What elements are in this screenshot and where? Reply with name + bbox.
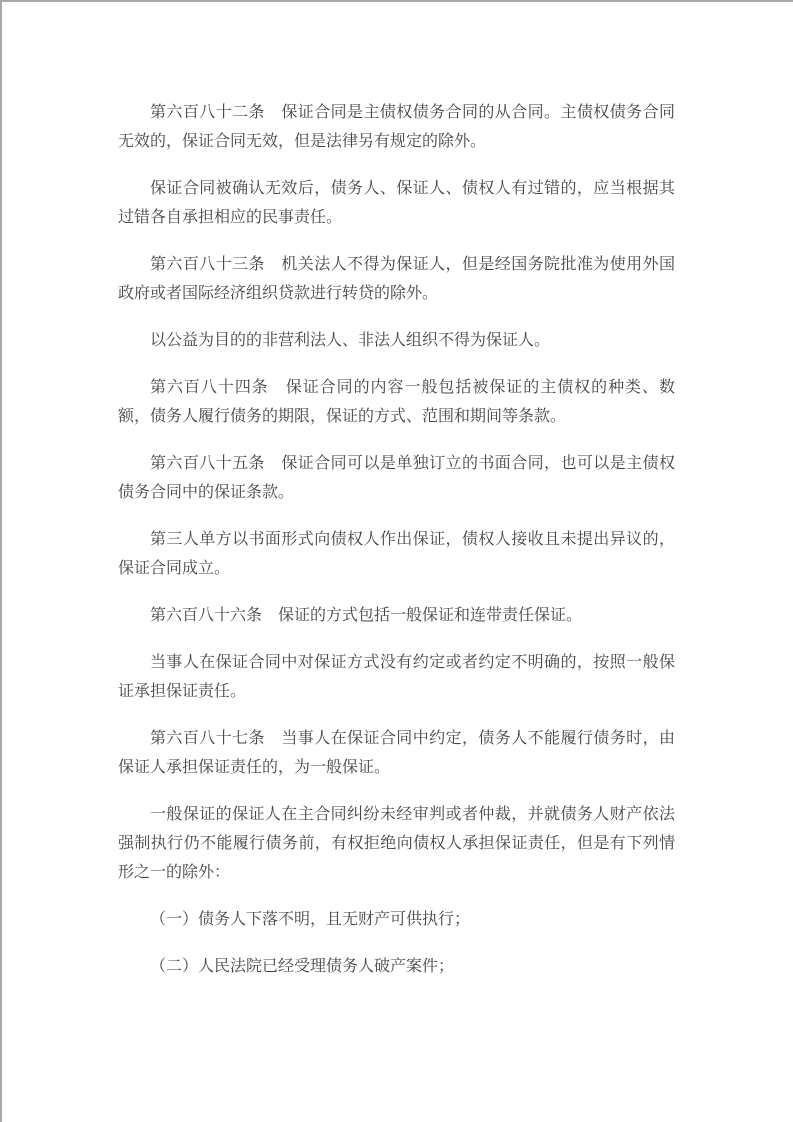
article-685-third-party-clause: 第三人单方以书面形式向债权人作出保证，债权人接收且未提出异议的，保证合同成立。 [118,531,675,577]
article-686-clause: 第六百八十六条 保证的方式包括一般保证和连带责任保证。 [150,607,583,624]
article-682-fault-liability-clause: 保证合同被确认无效后，债务人、保证人、债权人有过错的，应当根据其过错各自承担相应的民事责任。 [118,180,675,226]
article-687-clause: 第六百八十七条 当事人在保证合同中约定，债务人不能履行债务时，由保证人承担保证责任的，为一般保证。 [118,730,675,776]
article-687-general-guaranty-clause: 一般保证的保证人在主合同纠纷未经审判或者仲裁，并就债务人财产依法强制执行仍不能履行债务前，有权拒绝向债权人承担保证责任，但是有下列情形之一的除外： [118,806,675,881]
article-684-clause: 第六百八十四条 保证合同的内容一般包括被保证的主债权的种类、数额，债务人履行债务的期限，保证的方式、范围和期间等条款。 [118,379,675,425]
article-685-clause: 第六百八十五条 保证合同可以是单独订立的书面合同，也可以是主债权债务合同中的保证条款。 [118,455,675,501]
list-item-2: （二）人民法院已经受理债务人破产案件； [150,958,455,975]
article-682-clause: 第六百八十二条 保证合同是主债权债务合同的从合同。主债权债务合同无效的，保证合同无效，但是法律另有规定的除外。 [118,104,675,150]
list-item-1: （一）债务人下落不明，且无财产可供执行； [150,911,471,928]
document-body [118,98,675,981]
article-683-nonprofit-clause: 以公益为目的的非营利法人、非法人组织不得为保证人。 [150,332,551,349]
article-686-default-mode-clause: 当事人在保证合同中对保证方式没有约定或者约定不明确的，按照一般保证承担保证责任。 [118,654,675,700]
article-683-clause: 第六百八十三条 机关法人不得为保证人，但是经国务院批准为使用外国政府或者国际经济组织贷款进行转贷的除外。 [118,256,675,302]
